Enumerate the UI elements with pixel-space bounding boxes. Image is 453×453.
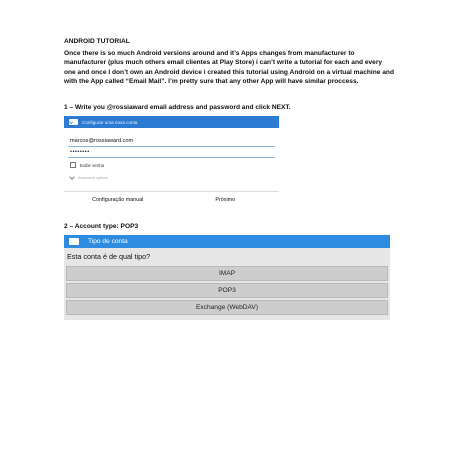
intro-paragraph: Once there is so much Android versions around and it’s Apps changes from manufacturer to manufacturer (plus much others email clientes at Play Store) i can’t write a tutorial for each and every one and once I don’t own an Android device i created this tutorial using Android on a virtual machine and with the App called “Email Mail”. I’m pretty sure that any other App will have similar proccess. [64,50,394,86]
imap-button[interactable]: IMAP [66,266,388,281]
password-field[interactable]: •••••••• [68,148,275,158]
show-password-label: Exibir senha [80,162,105,168]
chevron-down-icon [69,174,75,180]
pop3-button[interactable]: POP3 [66,283,388,298]
show-password-row[interactable] [70,162,279,168]
mail-icon [69,119,78,125]
setup-account-screenshot [64,116,279,208]
screen-title: Tipo de conta [88,238,128,245]
step-2-heading: 2 – Account type: POP3 [64,223,139,230]
advanced-options-label: Advanced options [78,176,109,180]
checkbox-icon[interactable] [70,162,76,168]
account-type-question: Esta conta é de qual tipo? [67,252,151,261]
account-type-screenshot [64,235,390,320]
screen-title: Configurar uma nova conta [82,119,138,125]
mail-icon [69,238,79,245]
manual-setup-button[interactable]: Configuração manual [92,197,144,203]
next-button[interactable]: Próximo [215,197,236,203]
page-title: ANDROID TUTORIAL [64,38,130,45]
advanced-options-row[interactable] [70,175,279,181]
exchange-button[interactable]: Exchange (WebDAV) [66,300,388,315]
screen-title-bar [64,235,390,248]
step-1-heading: 1 – Write you @rossiaward email address and password and click NEXT. [64,104,291,111]
email-field[interactable]: marcos@rossiaward.com [68,137,275,147]
screen-title-bar [64,116,279,128]
button-bar [64,191,279,209]
